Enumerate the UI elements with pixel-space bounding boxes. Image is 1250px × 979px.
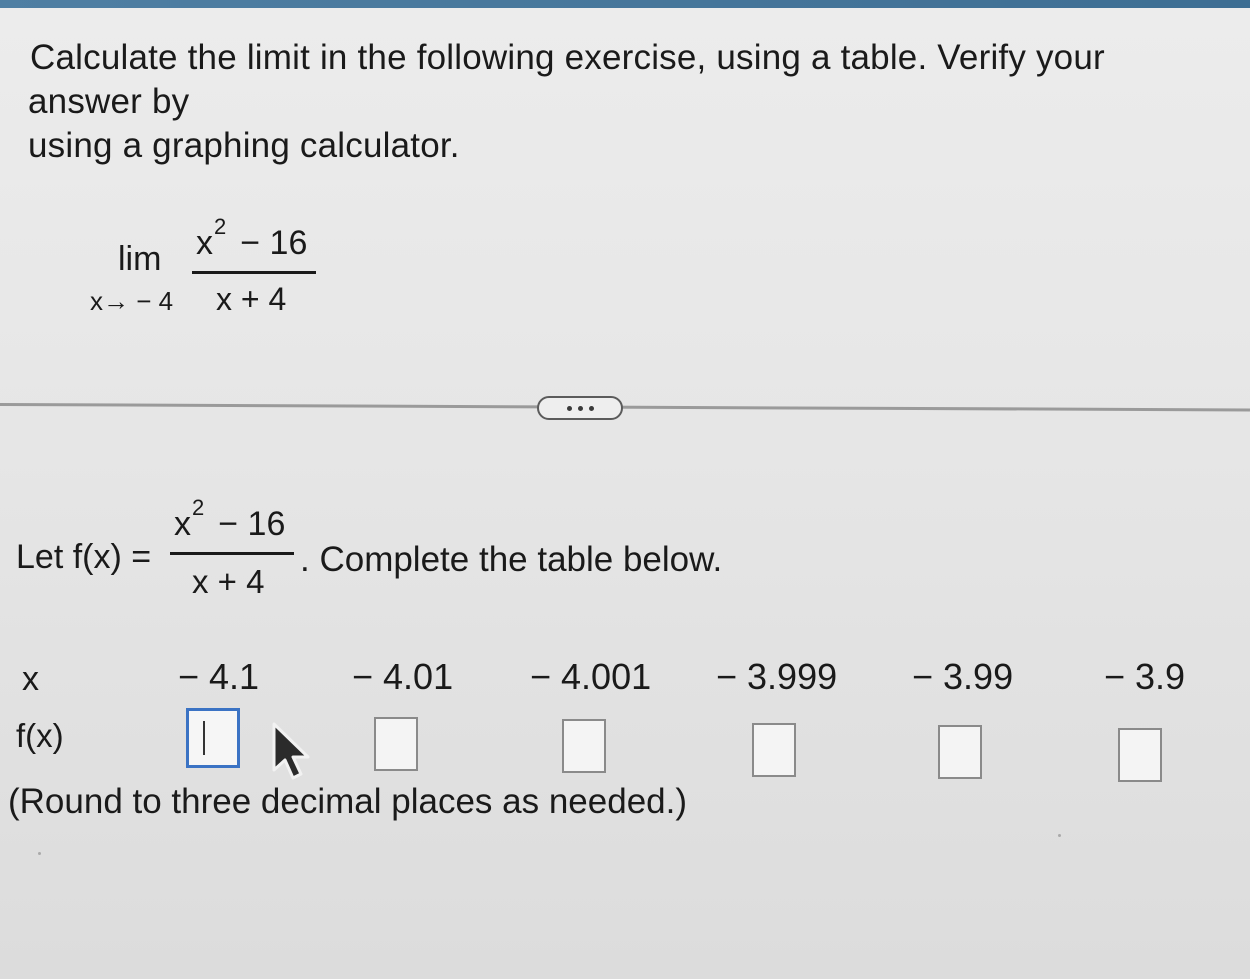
x-value: − 3.99 [912,656,1014,697]
function-numerator-base: x [174,505,191,543]
question-text [28,36,1218,168]
limit-numerator [196,214,308,263]
fx-answer-input[interactable] [374,717,418,771]
mouse-pointer-icon [270,720,320,784]
question-line-2: answer by [28,82,190,121]
instruction-suffix: . Complete the table below. [300,540,723,579]
screen-speck [38,852,41,855]
top-header-strip [0,0,1250,8]
limit-fraction-bar [192,271,316,274]
let-prefix: Let f(x) = [16,538,152,576]
x-value: − 4.1 [178,656,260,697]
x-value: − 4.01 [352,656,454,697]
fx-row-label: f(x) [16,717,64,754]
section-divider [0,403,1250,411]
fx-answer-input[interactable] [752,723,796,777]
function-numerator-exponent: 2 [192,495,205,520]
rounding-note: (Round to three decimal places as needed.) [8,782,688,821]
x-value: − 4.001 [530,656,652,697]
limit-numerator-exponent: 2 [214,214,227,239]
function-numerator-rest: − 16 [218,505,286,543]
ellipsis-icon [567,406,572,411]
limit-numerator-rest: − 16 [240,224,308,262]
limit-denominator: x + 4 [216,281,287,317]
fx-answer-input[interactable] [938,725,982,779]
x-row-label: x [22,660,39,698]
lim-word: lim [118,240,162,278]
fx-answer-input[interactable] [1118,728,1162,782]
fx-answer-input[interactable] [186,708,240,768]
question-line-3: using a graphing calculator. [28,126,460,165]
show-more-button[interactable] [537,396,623,420]
x-value: − 3.999 [716,656,838,697]
ellipsis-icon [578,406,583,411]
screen-speck [1058,834,1061,837]
ellipsis-icon [589,406,594,411]
function-denominator: x + 4 [192,563,265,600]
function-fraction-bar [170,552,294,555]
limit-numerator-base: x [196,224,213,262]
fx-answer-input[interactable] [562,719,606,773]
text-caret [203,721,205,755]
lim-approach: x→ − 4 [90,286,174,316]
x-value: − 3.9 [1104,656,1186,697]
question-line-1: Calculate the limit in the following exercise, using a table. Verify your [30,38,1105,77]
function-numerator [174,495,286,544]
